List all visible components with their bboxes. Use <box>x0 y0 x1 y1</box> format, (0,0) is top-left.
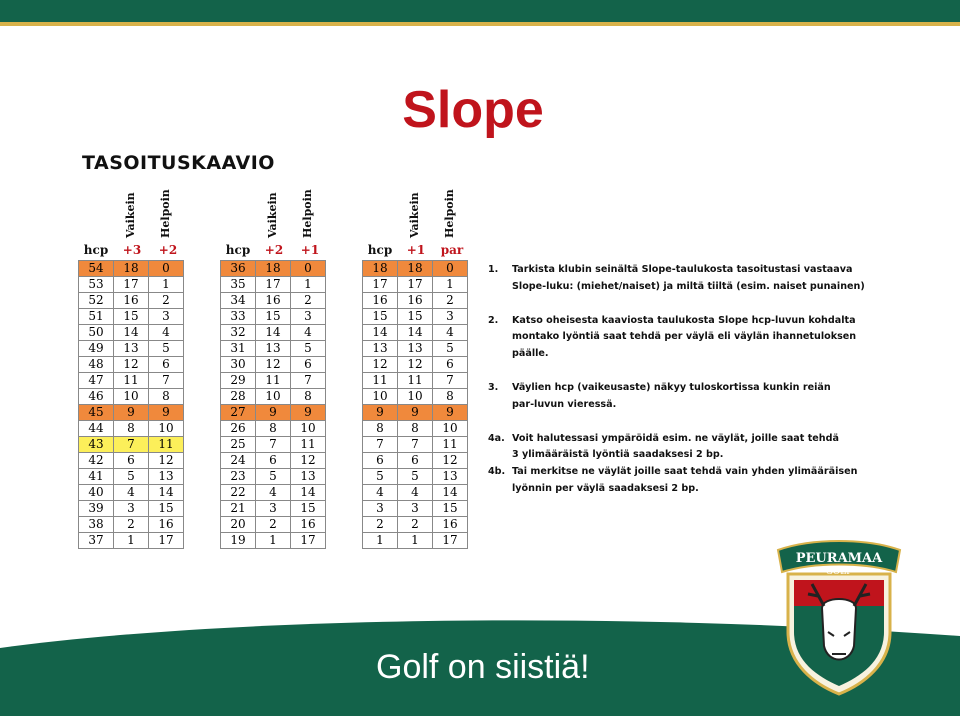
table-cell: 5 <box>114 469 149 485</box>
table-cell: 15 <box>149 501 184 517</box>
table-cell: 16 <box>256 293 291 309</box>
table-row <box>221 325 326 341</box>
table-row <box>363 501 468 517</box>
table-cell: 17 <box>291 533 326 549</box>
instruction-number: 4a. <box>488 432 505 444</box>
top-accent-line <box>0 22 960 26</box>
table-cell: 10 <box>291 421 326 437</box>
header-easy-1: +2 <box>158 243 178 257</box>
table-cell: 16 <box>291 517 326 533</box>
table-cell: 6 <box>256 453 291 469</box>
table-cell: 2 <box>398 517 433 533</box>
table-cell: 5 <box>256 469 291 485</box>
table-cell: 3 <box>256 501 291 517</box>
header-hard-1: +3 <box>122 243 142 257</box>
table-cell: 23 <box>221 469 256 485</box>
table-cell: 4 <box>398 485 433 501</box>
table-cell: 11 <box>149 437 184 453</box>
table-row <box>79 389 184 405</box>
header-hard-2: +2 <box>264 243 284 257</box>
table-cell: 52 <box>79 293 114 309</box>
table-cell: 4 <box>291 325 326 341</box>
instruction-line: Katso oheisesta kaaviosta taulukosta Slope hcp-luvun kohdalta <box>512 314 856 326</box>
header-easy-2: +1 <box>300 243 320 257</box>
table-row <box>221 389 326 405</box>
instruction-line: montako lyöntiä saat tehdä per väylä eli väylän ihannetuloksen <box>512 331 857 343</box>
table-row <box>221 309 326 325</box>
table-cell: 39 <box>79 501 114 517</box>
instruction-line: Tai merkitse ne väylät joille saat tehdä vain yhden ylimääräisen <box>512 466 858 478</box>
handicap-table-1 <box>78 260 184 549</box>
table-cell: 15 <box>256 309 291 325</box>
table-cell: 1 <box>114 533 149 549</box>
table-cell: 8 <box>256 421 291 437</box>
table-cell: 10 <box>433 421 468 437</box>
table-cell: 15 <box>433 501 468 517</box>
table-cell: 7 <box>433 373 468 389</box>
table-cell: 13 <box>433 469 468 485</box>
table-row <box>363 277 468 293</box>
table-row <box>221 405 326 421</box>
table-row <box>79 437 184 453</box>
table-row <box>363 261 468 277</box>
instruction-line: Väylien hcp (vaikeusaste) näkyy tuloskortissa kunkin reiän <box>512 381 831 393</box>
table-row <box>363 405 468 421</box>
table-row <box>363 533 468 549</box>
table-cell: 8 <box>149 389 184 405</box>
table-cell: 1 <box>149 277 184 293</box>
instruction-number: 2. <box>488 314 499 326</box>
table-row <box>79 341 184 357</box>
table-row <box>221 533 326 549</box>
table-cell: 3 <box>398 501 433 517</box>
table-cell: 32 <box>221 325 256 341</box>
table-cell: 10 <box>398 389 433 405</box>
table-cell: 1 <box>291 277 326 293</box>
logo-top-text: PEURAMAA <box>795 551 883 566</box>
table-row <box>79 261 184 277</box>
table-cell: 12 <box>433 453 468 469</box>
table-cell: 11 <box>256 373 291 389</box>
table-row <box>363 373 468 389</box>
table-cell: 2 <box>114 517 149 533</box>
table-cell: 16 <box>114 293 149 309</box>
table-cell: 0 <box>149 261 184 277</box>
table-cell: 13 <box>114 341 149 357</box>
table-row <box>363 341 468 357</box>
table-cell: 19 <box>221 533 256 549</box>
table-cell: 7 <box>114 437 149 453</box>
table-cell: 54 <box>79 261 114 277</box>
table-cell: 35 <box>221 277 256 293</box>
table-cell: 16 <box>149 517 184 533</box>
table-cell: 14 <box>256 325 291 341</box>
table-cell: 17 <box>398 277 433 293</box>
table-cell: 34 <box>221 293 256 309</box>
logo-bottom-text: GOLF <box>825 567 853 577</box>
table-row <box>363 421 468 437</box>
table-cell: 25 <box>221 437 256 453</box>
table-cell: 15 <box>291 501 326 517</box>
table-cell: 17 <box>256 277 291 293</box>
table-cell: 9 <box>149 405 184 421</box>
table-cell: 11 <box>291 437 326 453</box>
table-row <box>79 421 184 437</box>
table-cell: 6 <box>291 357 326 373</box>
table-cell: 8 <box>363 421 398 437</box>
table-cell: 7 <box>363 437 398 453</box>
table-row <box>79 373 184 389</box>
table-cell: 13 <box>363 341 398 357</box>
table-cell: 4 <box>363 485 398 501</box>
table-row <box>79 485 184 501</box>
table-cell: 0 <box>433 261 468 277</box>
table-row <box>79 325 184 341</box>
table-cell: 4 <box>114 485 149 501</box>
table-cell: 10 <box>114 389 149 405</box>
table-cell: 9 <box>114 405 149 421</box>
table-cell: 12 <box>363 357 398 373</box>
table-row <box>221 517 326 533</box>
instruction-item <box>488 380 888 414</box>
table-row <box>363 485 468 501</box>
table-cell: 8 <box>398 421 433 437</box>
table-cell: 3 <box>433 309 468 325</box>
instruction-line: Slope-luku: (miehet/naiset) ja miltä tiiltä (esim. naiset punainen) <box>512 280 865 292</box>
table-cell: 11 <box>398 373 433 389</box>
table-cell: 12 <box>291 453 326 469</box>
table-cell: 4 <box>256 485 291 501</box>
handicap-table-2 <box>220 260 326 549</box>
table-cell: 18 <box>363 261 398 277</box>
table-row <box>79 501 184 517</box>
table-row <box>363 293 468 309</box>
table-row <box>221 469 326 485</box>
table-cell: 5 <box>398 469 433 485</box>
table-cell: 42 <box>79 453 114 469</box>
table-cell: 10 <box>363 389 398 405</box>
table-row <box>221 341 326 357</box>
instruction-line: par-luvun vieressä. <box>512 398 617 410</box>
table-cell: 27 <box>221 405 256 421</box>
table-cell: 44 <box>79 421 114 437</box>
header-hcp-1: hcp <box>83 243 109 257</box>
table-cell: 46 <box>79 389 114 405</box>
table-row <box>363 517 468 533</box>
table-cell: 49 <box>79 341 114 357</box>
instruction-item <box>488 464 888 498</box>
table-row <box>221 293 326 309</box>
table-cell: 45 <box>79 405 114 421</box>
table-cell: 8 <box>114 421 149 437</box>
table-cell: 15 <box>398 309 433 325</box>
table-cell: 43 <box>79 437 114 453</box>
table-cell: 53 <box>79 277 114 293</box>
table-cell: 1 <box>398 533 433 549</box>
table-cell: 10 <box>149 421 184 437</box>
table-cell: 7 <box>149 373 184 389</box>
table-cell: 2 <box>291 293 326 309</box>
table-cell: 15 <box>363 309 398 325</box>
table-cell: 21 <box>221 501 256 517</box>
table-cell: 20 <box>221 517 256 533</box>
table-row <box>221 277 326 293</box>
table-cell: 38 <box>79 517 114 533</box>
table-cell: 13 <box>256 341 291 357</box>
table-cell: 9 <box>363 405 398 421</box>
top-bar <box>0 0 960 22</box>
table-cell: 16 <box>398 293 433 309</box>
table-cell: 13 <box>149 469 184 485</box>
table-cell: 2 <box>363 517 398 533</box>
table-cell: 6 <box>114 453 149 469</box>
table-cell: 40 <box>79 485 114 501</box>
table-cell: 14 <box>114 325 149 341</box>
table-row <box>221 421 326 437</box>
table-cell: 17 <box>149 533 184 549</box>
table-cell: 5 <box>149 341 184 357</box>
table-cell: 6 <box>433 357 468 373</box>
table-cell: 51 <box>79 309 114 325</box>
table-cell: 9 <box>398 405 433 421</box>
table-row <box>79 277 184 293</box>
table-row <box>363 325 468 341</box>
table-row <box>79 453 184 469</box>
table-row <box>79 293 184 309</box>
table-cell: 2 <box>149 293 184 309</box>
table-cell: 12 <box>398 357 433 373</box>
table-cell: 33 <box>221 309 256 325</box>
table-cell: 18 <box>256 261 291 277</box>
table-cell: 3 <box>291 309 326 325</box>
table-row <box>79 533 184 549</box>
table-cell: 16 <box>433 517 468 533</box>
table-cell: 28 <box>221 389 256 405</box>
instruction-item <box>488 431 888 465</box>
footer-slogan: Golf on siistiä! <box>376 648 590 686</box>
table-cell: 9 <box>433 405 468 421</box>
table-cell: 1 <box>433 277 468 293</box>
instruction-item <box>488 313 888 363</box>
table-cell: 8 <box>291 389 326 405</box>
table-cell: 2 <box>433 293 468 309</box>
table-row <box>79 309 184 325</box>
col-label-hard-3: Vaikein <box>408 192 421 238</box>
table-row <box>221 485 326 501</box>
chart-title: TASOITUSKAAVIO <box>82 152 275 174</box>
table-cell: 12 <box>149 453 184 469</box>
table-cell: 12 <box>256 357 291 373</box>
instruction-line: lyönnin per väylä saadaksesi 2 bp. <box>512 482 699 494</box>
table-cell: 16 <box>363 293 398 309</box>
table-row <box>221 357 326 373</box>
table-row <box>363 453 468 469</box>
table-cell: 3 <box>149 309 184 325</box>
table-cell: 8 <box>433 389 468 405</box>
table-cell: 9 <box>256 405 291 421</box>
table-cell: 7 <box>398 437 433 453</box>
table-row <box>221 261 326 277</box>
table-row <box>221 437 326 453</box>
table-cell: 5 <box>433 341 468 357</box>
table-cell: 7 <box>256 437 291 453</box>
handicap-table-3 <box>362 260 468 549</box>
table-cell: 1 <box>363 533 398 549</box>
table-cell: 14 <box>398 325 433 341</box>
table-cell: 0 <box>291 261 326 277</box>
table-cell: 1 <box>256 533 291 549</box>
instruction-line: päälle. <box>512 348 549 360</box>
instruction-line: Voit halutessasi ympäröidä esim. ne väylät, joille saat tehdä <box>512 432 839 444</box>
table-cell: 22 <box>221 485 256 501</box>
table-cell: 26 <box>221 421 256 437</box>
table-cell: 18 <box>398 261 433 277</box>
instructions-list <box>488 262 888 498</box>
instruction-item <box>488 262 888 296</box>
table-cell: 7 <box>291 373 326 389</box>
instruction-number: 4b. <box>488 466 506 478</box>
table-cell: 4 <box>149 325 184 341</box>
header-hcp-3: hcp <box>367 243 393 257</box>
table-row <box>79 517 184 533</box>
table-cell: 14 <box>291 485 326 501</box>
table-cell: 13 <box>291 469 326 485</box>
header-hcp-2: hcp <box>225 243 251 257</box>
table-cell: 31 <box>221 341 256 357</box>
table-cell: 6 <box>149 357 184 373</box>
table-cell: 37 <box>79 533 114 549</box>
table-cell: 2 <box>256 517 291 533</box>
table-cell: 4 <box>433 325 468 341</box>
instruction-number: 3. <box>488 381 499 393</box>
table-row <box>79 357 184 373</box>
table-cell: 36 <box>221 261 256 277</box>
table-row <box>221 453 326 469</box>
table-row <box>363 437 468 453</box>
table-cell: 11 <box>114 373 149 389</box>
col-label-easy-1: Helpoin <box>159 189 172 238</box>
table-cell: 41 <box>79 469 114 485</box>
table-cell: 18 <box>114 261 149 277</box>
table-cell: 11 <box>433 437 468 453</box>
table-cell: 48 <box>79 357 114 373</box>
table-cell: 17 <box>363 277 398 293</box>
table-cell: 9 <box>291 405 326 421</box>
table-cell: 6 <box>398 453 433 469</box>
table-cell: 11 <box>363 373 398 389</box>
table-cell: 17 <box>114 277 149 293</box>
table-cell: 14 <box>433 485 468 501</box>
table-cell: 29 <box>221 373 256 389</box>
table-cell: 5 <box>291 341 326 357</box>
header-hard-3: +1 <box>406 243 426 257</box>
table-cell: 15 <box>114 309 149 325</box>
table-cell: 50 <box>79 325 114 341</box>
table-row <box>363 357 468 373</box>
table-row <box>221 373 326 389</box>
table-cell: 10 <box>256 389 291 405</box>
table-cell: 14 <box>149 485 184 501</box>
table-cell: 13 <box>398 341 433 357</box>
col-label-easy-2: Helpoin <box>301 189 314 238</box>
instruction-line: Tarkista klubin seinältä Slope-taulukosta tasoitustasi vastaava <box>512 264 853 275</box>
table-cell: 30 <box>221 357 256 373</box>
table-cell: 5 <box>363 469 398 485</box>
instruction-line: 3 ylimääräistä lyöntiä saadaksesi 2 bp. <box>512 449 724 461</box>
col-label-hard-1: Vaikein <box>124 192 137 238</box>
table-row <box>221 501 326 517</box>
table-cell: 6 <box>363 453 398 469</box>
table-row <box>363 389 468 405</box>
col-label-hard-2: Vaikein <box>266 192 279 238</box>
table-row <box>79 405 184 421</box>
table-cell: 14 <box>363 325 398 341</box>
table-cell: 47 <box>79 373 114 389</box>
header-easy-3: par <box>440 243 464 257</box>
table-row <box>79 469 184 485</box>
table-cell: 12 <box>114 357 149 373</box>
table-cell: 3 <box>114 501 149 517</box>
table-row <box>363 309 468 325</box>
col-label-easy-3: Helpoin <box>443 189 456 238</box>
table-row <box>363 469 468 485</box>
table-cell: 24 <box>221 453 256 469</box>
table-cell: 3 <box>363 501 398 517</box>
instruction-number: 1. <box>488 264 499 275</box>
peuramaa-golf-logo <box>772 536 906 698</box>
table-cell: 17 <box>433 533 468 549</box>
slide-title: Slope <box>402 81 544 139</box>
